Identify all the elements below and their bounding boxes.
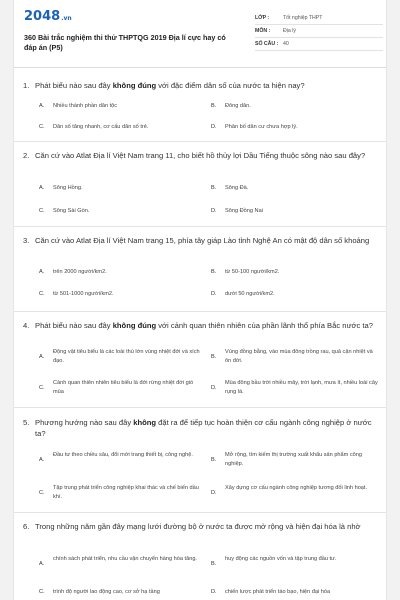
- option-c[interactable]: C. Tập trung phát triển công nghiệp khai thác và chế biến dầu khí.: [39, 485, 199, 500]
- option-d[interactable]: D. Mùa đông bầu trời nhiều mây, trời lạnh, mưa ít, nhiều loài cây rụng lá.: [211, 380, 378, 395]
- option-b[interactable]: B. huy động các nguồn vốn và tập trung đầu tư.: [211, 556, 337, 567]
- question-3: [14, 235, 387, 310]
- option-d[interactable]: D. dưới 50 người/km2.: [211, 291, 275, 297]
- option-c[interactable]: C. trình độ người lao động cao, cơ sở hạ tầng: [39, 589, 160, 595]
- meta-class: LỚP : Tốt nghiệp THPT: [255, 12, 383, 25]
- document-page: [13, 0, 387, 600]
- divider: [14, 311, 387, 312]
- meta-question-count: SỐ CÂU : 40: [255, 38, 383, 51]
- document-header: [14, 0, 386, 68]
- option-b[interactable]: B. Mở rộng, tìm kiếm thị trường xuất khẩu sản phẩm công nghiệp.: [211, 452, 363, 467]
- option-b[interactable]: B. Vùng đồng bằng, vào mùa đông trồng rau, quả cận nhiệt và ôn đới.: [211, 349, 373, 364]
- question-stem: 1. Phát biểu nào sau đây không đúng với đặc điểm dân số của nước ta hiện nay?: [23, 81, 305, 90]
- option-d[interactable]: D. Xây dựng cơ cấu ngành công nghiệp tương đối linh hoạt.: [211, 485, 368, 496]
- option-c[interactable]: C. Dân số tăng nhanh, cơ cấu dân số trẻ.: [39, 124, 149, 130]
- divider: [14, 226, 387, 227]
- option-a[interactable]: A. chính sách phát triển, nhu cầu vận chuyển hàng hóa tăng.: [39, 556, 197, 567]
- question-stem: 2. Căn cứ vào Atlat Địa lí Việt Nam trang 11, cho biết hồ thủy lợi Dầu Tiếng thuộc sông nào sau đây?: [23, 151, 366, 160]
- option-c[interactable]: C. từ 501-1000 người/km2.: [39, 291, 114, 297]
- divider: [14, 407, 387, 408]
- question-4: [14, 320, 387, 410]
- option-a[interactable]: A. Động vật tiêu biểu là các loài thú lớn vùng nhiệt đới và xích đạo.: [39, 349, 200, 364]
- question-5: [14, 417, 387, 512]
- option-b[interactable]: B. từ 50-100 người/km2.: [211, 269, 280, 275]
- option-d[interactable]: D. chiến lược phát triển táo bạo, hiện đại hóa: [211, 589, 331, 595]
- question-stem: 6. Trong những năm gần đây mạng lưới đường bộ ở nước ta được mở rộng và hiện đại hóa là nhờ: [23, 522, 361, 531]
- document-meta: [255, 12, 383, 51]
- meta-subject: MÔN : Địa lý: [255, 25, 383, 38]
- option-a[interactable]: A. Nhiều thành phần dân tộc: [39, 103, 118, 109]
- question-1: [14, 80, 387, 140]
- option-c[interactable]: C. Cảnh quan thiên nhiên tiêu biểu là đới rừng nhiệt đới gió mùa: [39, 380, 194, 395]
- divider: [14, 141, 387, 142]
- option-a[interactable]: A. trên 2000 người/km2.: [39, 269, 107, 275]
- document-title: 360 Bài trắc nghiệm thi thử THPTQG 2019 Địa lí cực hay có đáp án (P5): [24, 33, 226, 52]
- question-stem: 3. Căn cứ vào Atlat Địa lí Việt Nam trang 15, phía tây giáp Lào tỉnh Nghệ An có mật độ dân số khoảng: [23, 236, 370, 245]
- option-a[interactable]: A. Sông Hồng.: [39, 185, 83, 191]
- option-b[interactable]: B. Sông Đà.: [211, 185, 249, 191]
- option-c[interactable]: C. Sông Sài Gòn.: [39, 208, 90, 214]
- option-b[interactable]: B. Đông dân.: [211, 103, 251, 109]
- divider: [14, 512, 387, 513]
- option-d[interactable]: D. Phân bố dân cư chưa hợp lý.: [211, 124, 298, 130]
- question-stem: 5. Phương hướng nào sau đây không đặt ra để tiếp tục hoàn thiện cơ cấu ngành công nghiệp ở nước ta?: [23, 418, 372, 438]
- option-a[interactable]: A. Đầu tư theo chiều sâu, đổi mới trang thiết bị, công nghệ.: [39, 452, 193, 463]
- option-d[interactable]: D. Sông Đồng Nai: [211, 208, 263, 214]
- question-2: [14, 150, 387, 225]
- question-6: [14, 521, 387, 600]
- question-stem: 4. Phát biểu nào sau đây không đúng với cảnh quan thiên nhiên của phần lãnh thổ phía Bắc nước ta?: [23, 321, 373, 330]
- site-logo[interactable]: 2048.vn: [24, 9, 72, 24]
